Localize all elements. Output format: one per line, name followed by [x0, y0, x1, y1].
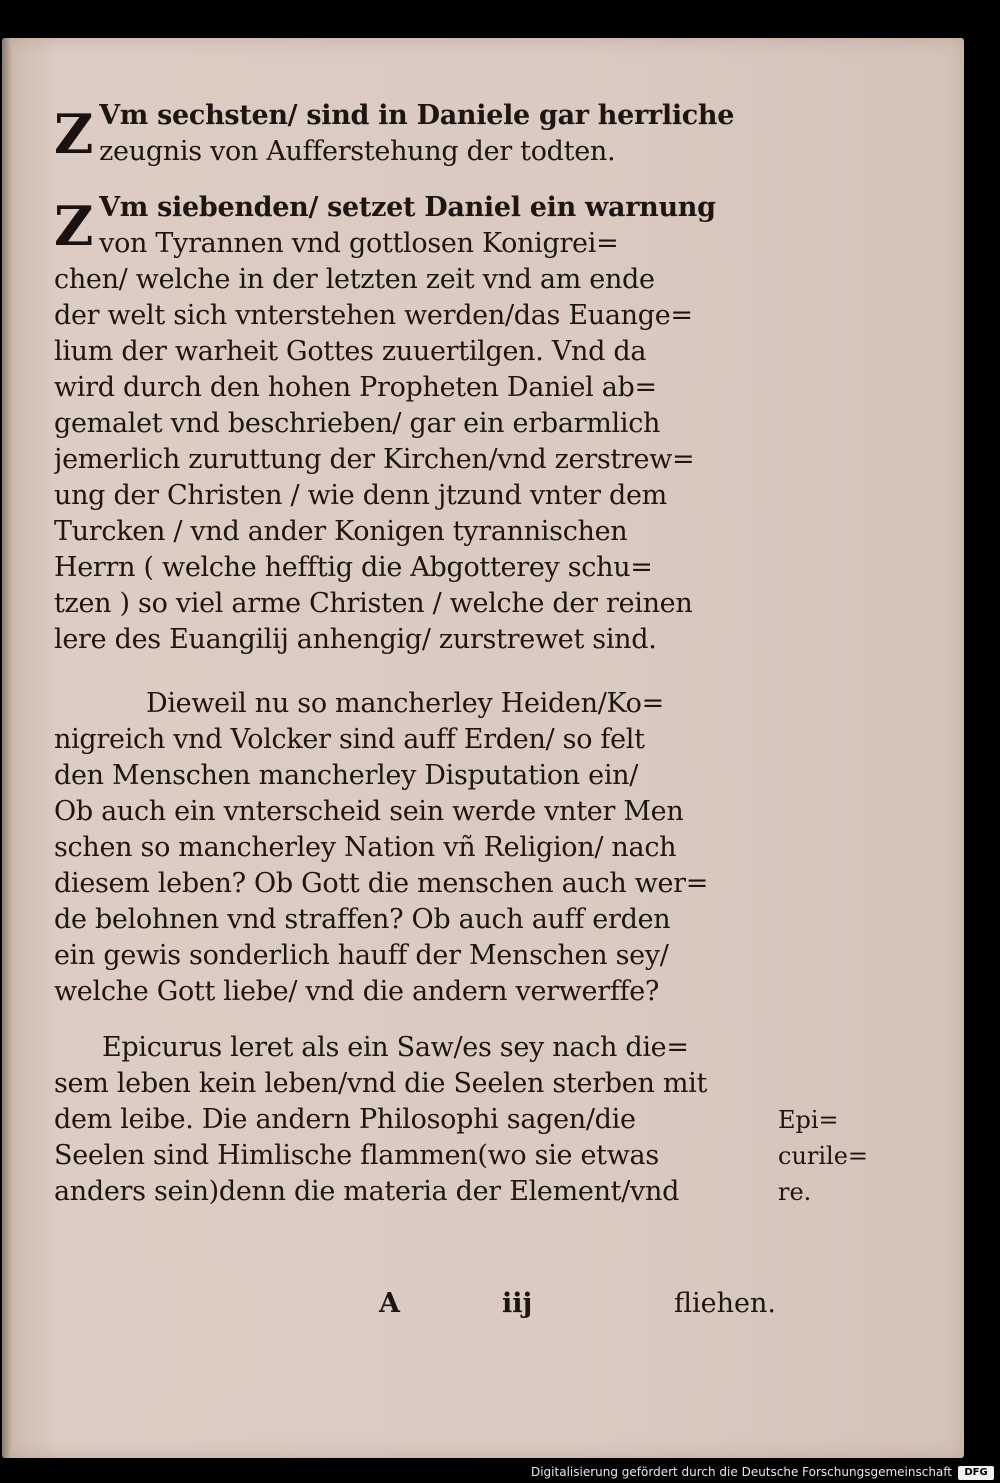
text-line: Vm siebenden/ setzet Daniel ein warnung [99, 192, 716, 223]
text-line: anders sein)denn die materia der Element/vnd [54, 1176, 680, 1207]
text-line: Epicurus leret als ein Saw/es sey nach die= [102, 1032, 689, 1063]
text-line: jemerlich zuruttung der Kirchen/vnd zerstrew= [54, 444, 695, 475]
signature-mark: A [379, 1288, 400, 1319]
text-line: lium der warheit Gottes zuuertilgen. Vnd da [54, 336, 647, 367]
text-line: diesem leben? Ob Gott die menschen auch wer= [54, 868, 709, 899]
paragraph-epicurus [54, 1030, 774, 1210]
page-footer-line [54, 1288, 774, 1328]
text-line: von Tyrannen vnd gottlosen Konigrei= [99, 228, 619, 259]
marginal-note-line: curile= [778, 1142, 869, 1170]
digitization-credit: Digitalisierung gefördert durch die Deutsche Forschungsgemeinschaft [530, 1465, 952, 1479]
text-line: lere des Euangilij anhengig/ zurstrewet sind. [54, 624, 657, 655]
text-line: Seelen sind Himlische flammen(wo sie etwas [54, 1140, 659, 1171]
text-line: welche Gott liebe/ vnd die andern verwerffe? [54, 976, 660, 1007]
marginal-note-line: Epi= [778, 1106, 839, 1134]
signature-number: iij [502, 1288, 533, 1319]
text-line: zeugnis von Aufferstehung der todten. [99, 136, 616, 167]
text-line: tzen ) so viel arme Christen / welche der reinen [54, 588, 693, 619]
book-page [2, 38, 964, 1458]
text-line: den Menschen mancherley Disputation ein/ [54, 760, 639, 791]
dfg-logo: DFG [958, 1466, 994, 1480]
page-gutter [2, 38, 12, 1458]
text-line: ung der Christen / wie denn jtzund vnter dem [54, 480, 667, 511]
paragraph-sixth [54, 98, 774, 170]
text-line: gemalet vnd beschrieben/ gar ein erbarmlich [54, 408, 661, 439]
text-line: Ob auch ein vnterscheid sein werde vnter Men [54, 796, 684, 827]
text-line: Vm sechsten/ sind in Daniele gar herrliche [99, 100, 735, 131]
text-line: Herrn ( welche hefftig die Abgotterey schu= [54, 552, 653, 583]
drop-initial: Z [54, 194, 94, 258]
text-line: chen/ welche in der letzten zeit vnd am ende [54, 264, 655, 295]
text-line: wird durch den hohen Propheten Daniel ab= [54, 372, 657, 403]
catchword: fliehen. [674, 1288, 776, 1319]
text-line: ein gewis sonderlich hauff der Menschen sey/ [54, 940, 669, 971]
text-line: der welt sich vnterstehen werden/das Euange= [54, 300, 693, 331]
text-line: dem leibe. Die andern Philosophi sagen/die [54, 1104, 636, 1135]
paragraph-dieweil [54, 686, 774, 1010]
text-line: nigreich vnd Volcker sind auff Erden/ so felt [54, 724, 645, 755]
page-text [54, 98, 774, 1210]
marginal-note-line: re. [778, 1178, 812, 1206]
text-line: Dieweil nu so mancherley Heiden/Ko= [146, 688, 664, 719]
text-line: Turcken / vnd ander Konigen tyrannischen [54, 516, 628, 547]
marginal-note [778, 1102, 878, 1210]
text-line: de belohnen vnd straffen? Ob auch auff erden [54, 904, 671, 935]
drop-initial: Z [54, 102, 94, 166]
paragraph-seventh [54, 190, 774, 658]
text-line: sem leben kein leben/vnd die Seelen sterben mit [54, 1068, 708, 1099]
text-line: schen so mancherley Nation vñ Religion/ nach [54, 832, 677, 863]
